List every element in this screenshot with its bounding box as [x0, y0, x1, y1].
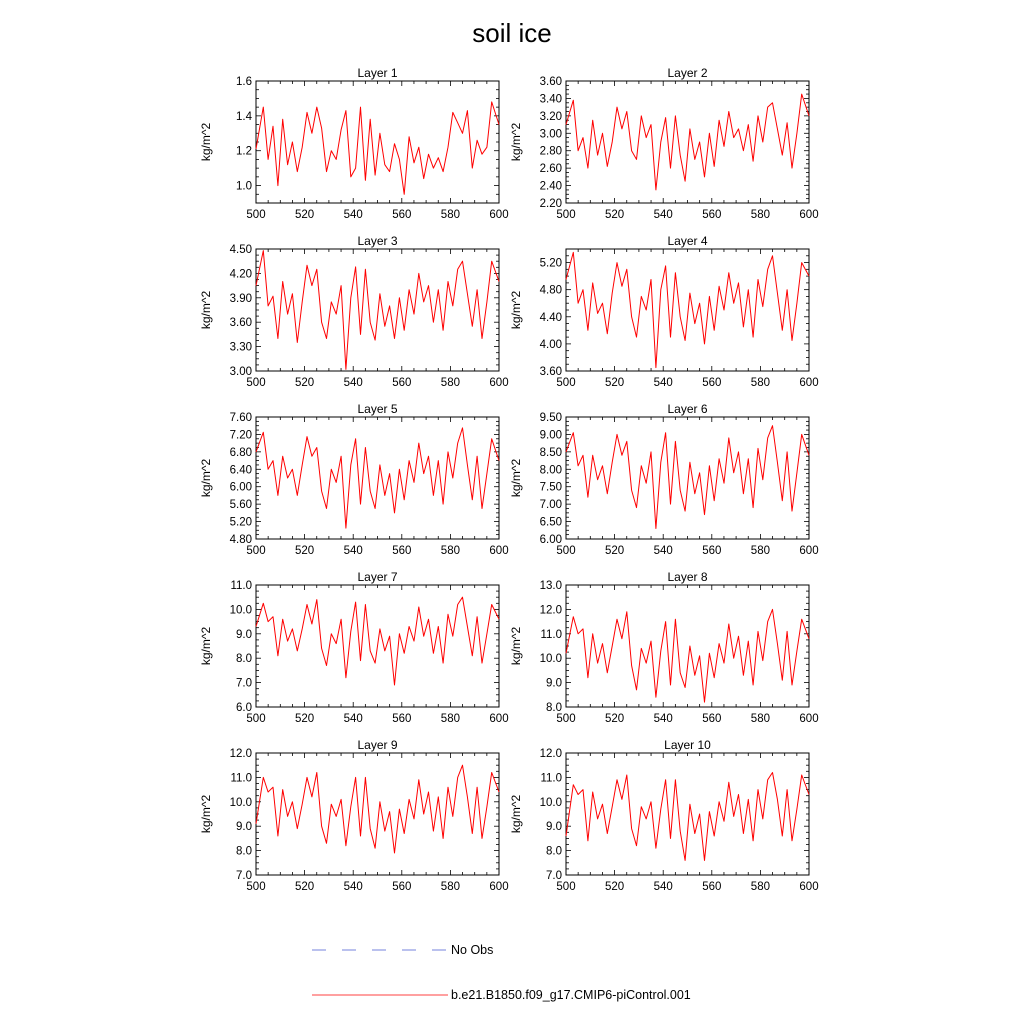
y-tick-label: 7.50 — [539, 481, 562, 494]
y-tick-label: 1.6 — [236, 76, 252, 88]
y-tick-label: 1.0 — [236, 180, 252, 193]
y-tick-label: 6.0 — [236, 702, 252, 714]
legend-no-obs-label: No Obs — [451, 943, 494, 957]
x-tick-label: 500 — [246, 209, 266, 221]
x-tick-label: 520 — [605, 881, 625, 893]
x-tick-label: 540 — [653, 545, 673, 557]
series-line — [256, 102, 499, 194]
y-tick-label: 8.0 — [236, 845, 252, 858]
y-tick-label: 2.40 — [539, 180, 562, 193]
y-tick-label: 9.50 — [539, 412, 562, 424]
x-tick-label: 500 — [556, 377, 576, 389]
y-axis-label: kg/m^2 — [199, 290, 213, 330]
y-tick-label: 6.80 — [229, 446, 252, 459]
y-tick-label: 6.00 — [539, 534, 562, 546]
y-tick-label: 8.0 — [236, 653, 252, 666]
x-tick-label: 600 — [489, 377, 509, 389]
y-tick-label: 2.80 — [539, 145, 562, 158]
y-axis-label: kg/m^2 — [199, 122, 213, 162]
y-tick-label: 7.0 — [236, 870, 252, 882]
x-tick-label: 540 — [653, 713, 673, 725]
y-tick-label: 4.80 — [539, 284, 562, 297]
y-tick-label: 3.60 — [229, 317, 252, 330]
x-tick-label: 500 — [556, 881, 576, 893]
x-tick-label: 560 — [392, 713, 412, 725]
y-tick-label: 1.2 — [236, 145, 252, 158]
y-tick-label: 11.0 — [230, 580, 252, 592]
x-tick-label: 600 — [799, 881, 819, 893]
x-tick-label: 600 — [799, 377, 819, 389]
x-tick-label: 560 — [392, 881, 412, 893]
y-tick-label: 5.20 — [229, 516, 252, 529]
x-tick-label: 500 — [246, 881, 266, 893]
x-tick-label: 540 — [343, 881, 363, 893]
y-tick-label: 9.00 — [539, 429, 562, 442]
x-tick-label: 540 — [343, 545, 363, 557]
y-tick-label: 10.0 — [539, 796, 562, 809]
y-tick-label: 2.60 — [539, 163, 562, 176]
panel-layer-5 — [199, 402, 509, 557]
plot-frame — [256, 249, 499, 371]
series-line — [256, 428, 499, 528]
y-axis-label: kg/m^2 — [509, 290, 523, 330]
x-tick-label: 580 — [440, 881, 460, 893]
y-tick-label: 7.0 — [236, 677, 252, 690]
y-tick-label: 10.0 — [229, 604, 252, 617]
y-tick-label: 3.90 — [229, 292, 252, 305]
plot-frame — [566, 81, 809, 203]
y-tick-label: 4.80 — [229, 534, 252, 546]
series-line — [566, 609, 809, 702]
plot-frame — [566, 249, 809, 371]
y-tick-label: 3.20 — [539, 110, 562, 123]
y-tick-label: 7.0 — [546, 870, 562, 882]
x-tick-label: 560 — [702, 713, 722, 725]
y-tick-label: 6.50 — [539, 516, 562, 529]
y-axis-label: kg/m^2 — [509, 626, 523, 666]
y-tick-label: 8.00 — [539, 464, 562, 477]
y-tick-label: 6.00 — [229, 481, 252, 494]
y-tick-label: 5.20 — [539, 257, 562, 270]
panel-title: Layer 3 — [357, 234, 398, 248]
y-tick-label: 2.20 — [539, 198, 562, 210]
x-tick-label: 560 — [392, 545, 412, 557]
y-axis-label: kg/m^2 — [199, 458, 213, 498]
x-tick-label: 580 — [750, 713, 770, 725]
panel-title: Layer 10 — [664, 738, 711, 752]
panel-layer-4 — [509, 234, 819, 389]
series-line — [566, 773, 809, 861]
y-tick-label: 12.0 — [539, 604, 562, 617]
y-tick-label: 9.0 — [236, 628, 252, 641]
y-tick-label: 4.50 — [229, 244, 252, 256]
x-tick-label: 540 — [343, 377, 363, 389]
panel-title: Layer 7 — [357, 570, 398, 584]
plot-frame — [256, 417, 499, 539]
x-tick-label: 520 — [605, 713, 625, 725]
x-tick-label: 600 — [799, 209, 819, 221]
panel-layer-1 — [199, 66, 509, 221]
x-tick-label: 500 — [246, 713, 266, 725]
y-tick-label: 7.60 — [229, 412, 252, 424]
panel-title: Layer 4 — [667, 234, 708, 248]
x-tick-label: 520 — [605, 545, 625, 557]
y-axis-label: kg/m^2 — [199, 626, 213, 666]
page-title: soil ice — [472, 18, 552, 48]
plot-frame — [566, 753, 809, 875]
y-axis-label: kg/m^2 — [199, 794, 213, 834]
x-tick-label: 600 — [489, 881, 509, 893]
x-tick-label: 560 — [702, 377, 722, 389]
y-tick-label: 4.40 — [539, 311, 562, 324]
y-tick-label: 11.0 — [540, 628, 562, 641]
x-tick-label: 580 — [750, 545, 770, 557]
x-tick-label: 500 — [556, 545, 576, 557]
panel-layer-3 — [199, 234, 509, 389]
y-tick-label: 3.30 — [229, 341, 252, 354]
x-tick-label: 540 — [343, 713, 363, 725]
x-tick-label: 600 — [489, 209, 509, 221]
y-tick-label: 8.0 — [546, 845, 562, 858]
y-axis-label: kg/m^2 — [509, 122, 523, 162]
y-tick-label: 3.60 — [539, 366, 562, 378]
y-tick-label: 11.0 — [540, 772, 562, 785]
x-tick-label: 600 — [799, 545, 819, 557]
series-line — [566, 426, 809, 529]
x-tick-label: 520 — [295, 545, 315, 557]
x-tick-label: 600 — [489, 545, 509, 557]
x-tick-label: 600 — [489, 713, 509, 725]
y-tick-label: 12.0 — [229, 748, 252, 760]
x-tick-label: 560 — [392, 377, 412, 389]
x-tick-label: 520 — [295, 713, 315, 725]
x-tick-label: 580 — [440, 545, 460, 557]
x-tick-label: 540 — [653, 881, 673, 893]
x-tick-label: 560 — [392, 209, 412, 221]
y-tick-label: 4.00 — [539, 338, 562, 351]
panel-layer-9 — [199, 738, 509, 893]
x-tick-label: 580 — [750, 209, 770, 221]
y-tick-label: 1.4 — [236, 110, 252, 123]
panel-layer-10 — [509, 738, 819, 893]
panel-title: Layer 1 — [357, 66, 398, 80]
series-line — [566, 252, 809, 367]
y-tick-label: 8.0 — [546, 702, 562, 714]
x-tick-label: 500 — [246, 545, 266, 557]
panel-layer-7 — [199, 570, 509, 725]
x-tick-label: 560 — [702, 881, 722, 893]
panels — [199, 66, 819, 893]
panel-layer-6 — [509, 402, 819, 557]
y-tick-label: 5.60 — [229, 499, 252, 512]
y-tick-label: 8.50 — [539, 446, 562, 459]
panel-title: Layer 2 — [667, 66, 708, 80]
y-tick-label: 10.0 — [229, 796, 252, 809]
plot-frame — [256, 753, 499, 875]
panel-title: Layer 8 — [667, 570, 708, 584]
x-tick-label: 520 — [605, 377, 625, 389]
series-line — [256, 251, 499, 370]
x-tick-label: 580 — [440, 209, 460, 221]
y-tick-label: 12.0 — [539, 748, 562, 760]
series-line — [566, 94, 809, 190]
y-tick-label: 10.0 — [539, 653, 562, 666]
x-tick-label: 560 — [702, 545, 722, 557]
x-tick-label: 600 — [799, 713, 819, 725]
y-axis-label: kg/m^2 — [509, 458, 523, 498]
y-tick-label: 9.0 — [546, 821, 562, 834]
y-axis-label: kg/m^2 — [509, 794, 523, 834]
x-tick-label: 580 — [440, 713, 460, 725]
y-tick-label: 3.60 — [539, 76, 562, 88]
y-tick-label: 9.0 — [546, 677, 562, 690]
y-tick-label: 3.40 — [539, 93, 562, 106]
y-tick-label: 3.00 — [539, 128, 562, 141]
x-tick-label: 520 — [295, 377, 315, 389]
x-tick-label: 560 — [702, 209, 722, 221]
y-tick-label: 11.0 — [230, 772, 252, 785]
x-tick-label: 520 — [605, 209, 625, 221]
x-tick-label: 500 — [246, 377, 266, 389]
panel-layer-8 — [509, 570, 819, 725]
panel-title: Layer 9 — [357, 738, 398, 752]
y-tick-label: 13.0 — [539, 580, 562, 592]
y-tick-label: 6.40 — [229, 464, 252, 477]
x-tick-label: 520 — [295, 881, 315, 893]
x-tick-label: 500 — [556, 713, 576, 725]
y-tick-label: 3.00 — [229, 366, 252, 378]
y-tick-label: 4.20 — [229, 268, 252, 281]
x-tick-label: 580 — [440, 377, 460, 389]
legend-model-label: b.e21.B1850.f09_g17.CMIP6-piControl.001 — [451, 988, 691, 1002]
legend — [312, 943, 691, 1002]
x-tick-label: 540 — [343, 209, 363, 221]
series-line — [256, 765, 499, 853]
panel-title: Layer 6 — [667, 402, 708, 416]
series-line — [256, 597, 499, 685]
x-tick-label: 540 — [653, 209, 673, 221]
x-tick-label: 520 — [295, 209, 315, 221]
x-tick-label: 540 — [653, 377, 673, 389]
plot-frame — [566, 417, 809, 539]
panel-title: Layer 5 — [357, 402, 398, 416]
x-tick-label: 500 — [556, 209, 576, 221]
x-tick-label: 580 — [750, 377, 770, 389]
y-tick-label: 9.0 — [236, 821, 252, 834]
y-tick-label: 7.20 — [229, 429, 252, 442]
panel-layer-2 — [509, 66, 819, 221]
x-tick-label: 580 — [750, 881, 770, 893]
y-tick-label: 7.00 — [539, 499, 562, 512]
